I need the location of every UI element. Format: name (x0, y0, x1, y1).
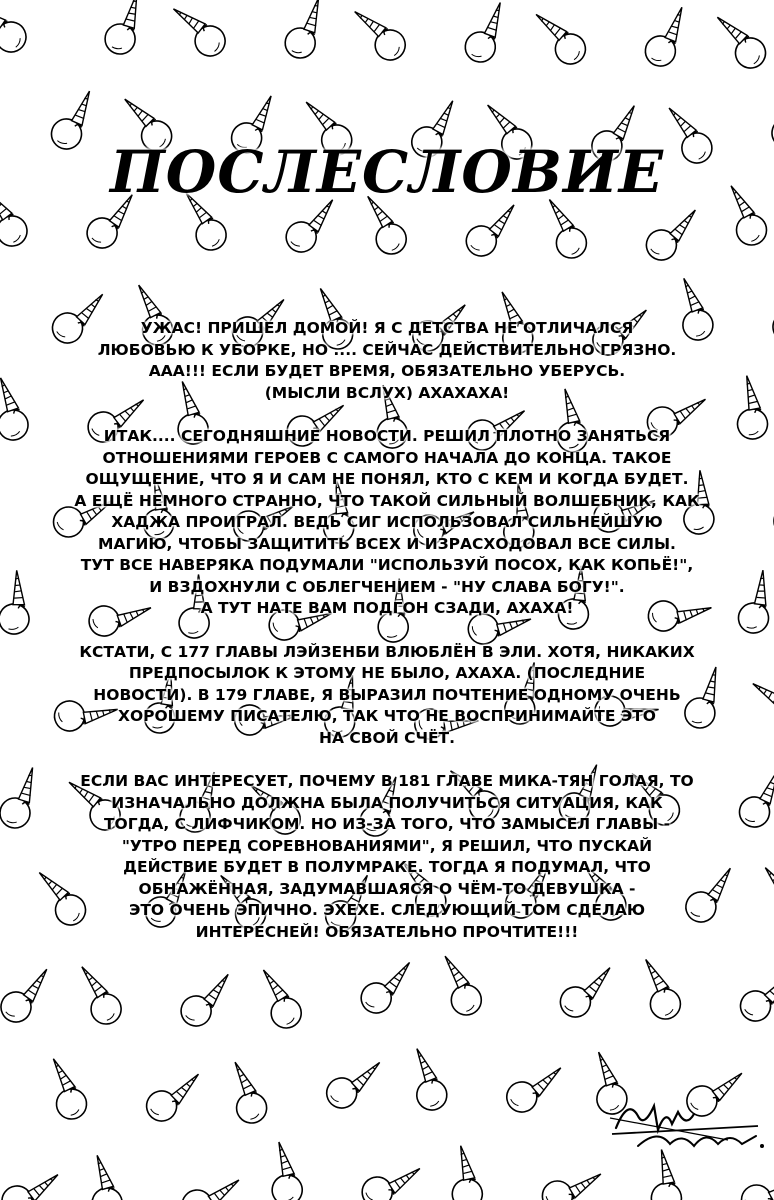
text-line: ОБНАЖЁННАЯ, ЗАДУМАВШАЯСЯ О ЧЁМ-ТО ДЕВУШКА - (138, 879, 636, 898)
ice-cream-cone-icon (528, 200, 593, 265)
text-line: ТОГДА, С ЛИФЧИКОМ. НО ИЗ-ЗА ТОГО, ЧТО ЗАМЫСЕЛ ГЛАВЫ - (103, 815, 671, 833)
ice-cream-cone-icon (177, 963, 229, 1031)
afterword-title: ПОСЛЕСЛОВИЕ (110, 138, 664, 206)
ice-cream-cone-icon (0, 570, 34, 637)
text-line: ИНТЕРЕСНЕЙ! ОБЯЗАТЕЛЬНО ПРОЧТИТЕ!!! (195, 922, 579, 941)
ice-cream-cone-icon (737, 764, 774, 829)
author-signature (608, 1088, 768, 1158)
ice-cream-cone-icon (71, 1155, 129, 1200)
ice-cream-cone-icon (768, 481, 774, 542)
ice-cream-cone-icon (105, 0, 137, 54)
ice-cream-cone-icon (767, 281, 774, 349)
paragraph-chapter-181 (70, 771, 704, 943)
ice-cream-cone-icon (162, 9, 230, 61)
text-line: ИТАК.... СЕГОДНЯШНИЕ НОВОСТИ. РЕШИЛ ПЛОТНО ЗАНЯТЬСЯ (103, 427, 671, 445)
text-line: НОВОСТИ). В 179 ГЛАВЕ, Я ВЫРАЗИЛ ПОЧТЕНИЕ ОДНОМУ ОЧЕНЬ (93, 685, 681, 704)
text-line: (МЫСЛИ ВСЛУХ) АХАХАХА! (264, 383, 510, 402)
text-line: НА СВОЙ СЧЁТ. (318, 728, 456, 747)
ice-cream-cone-icon (252, 1142, 309, 1200)
ice-cream-cone-icon (719, 376, 774, 444)
text-line: ХАДЖА ПРОИГРАЛ. ВЕДЬ СИГ ИСПОЛЬЗОВАЛ СИЛЬНЕЙШУЮ (111, 513, 663, 531)
ice-cream-cone-icon (62, 967, 128, 1030)
ice-cream-cone-icon (641, 197, 695, 265)
text-line: ААА!!! ЕСЛИ БУДЕТ ВРЕМЯ, ОБЯЗАТЕЛЬНО УБЕРУСЬ. (148, 362, 626, 380)
ice-cream-cone-icon (30, 1059, 93, 1125)
text-line: МАГИЮ, ЧТОБЫ ЗАЩИТИТЬ ВСЕХ И ИЗРАСХОДОВАЛ ВСЕ СИЛЫ. (98, 534, 676, 553)
ice-cream-cone-icon (0, 959, 47, 1027)
ice-cream-cone-icon (522, 14, 590, 69)
text-line: ЭТО ОЧЕНЬ ЭПИЧНО. ЭХЕХЕ. СЛЕДУЮЩИЙ ТОМ СДЕЛАЮ (128, 901, 646, 919)
ice-cream-cone-icon (644, 4, 682, 68)
ice-cream-cone-icon (342, 12, 410, 65)
text-line: КСТАТИ, С 177 ГЛАВЫ ЛЭЙЗЕНБИ ВЛЮБЛЁН В ЭЛИ. ХОТЯ, НИКАКИХ (79, 642, 695, 661)
ice-cream-cone-icon (423, 956, 488, 1021)
ice-cream-cone-icon (211, 1062, 273, 1129)
ice-cream-cone-icon (242, 970, 308, 1034)
ice-cream-cone-icon (464, 0, 500, 63)
ice-cream-cone-icon (0, 1156, 58, 1200)
paragraph-news (70, 426, 704, 620)
text-line: "УТРО ПЕРЕД СОРЕВНОВАНИЯМИ", Я РЕШИЛ, ЧТО ПУСКАЙ (121, 836, 653, 855)
text-line: А ТУТ НАТЕ ВАМ ПОДГОН СЗАДИ, АХАХА! (200, 599, 574, 617)
paragraph-cleaning (70, 318, 704, 404)
ice-cream-cone-icon (703, 17, 771, 73)
text-line: ТУТ ВСЕ НАВЕРЯКА ПОДУМАЛИ "ИСПОЛЬЗУЙ ПОСОХ, КАК КОПЬЁ!", (80, 556, 694, 574)
text-line: ЛЮБОВЬЮ К УБОРКЕ, НО .... СЕЙЧАС ДЕЙСТВИТЕЛЬНО ГРЯЗНО. (97, 340, 677, 359)
text-line: ХОРОШЕМУ ПИСАТЕЛЮ, ТАК ЧТО НЕ ВОСПРИНИМАЙТЕ ЭТО (118, 707, 656, 725)
ice-cream-cone-icon (746, 868, 774, 930)
ice-cream-cone-icon (284, 0, 318, 59)
text-line: ОТНОШЕНИЯМИ ГЕРОЕВ С САМОГО НАЧАЛА ДО КОНЦА. ТАКОЕ (102, 448, 672, 467)
ice-cream-cone-icon (742, 684, 774, 735)
ice-cream-cone-icon (735, 958, 774, 1026)
ice-cream-cone-icon (536, 1152, 601, 1200)
ice-cream-cone-icon (735, 1157, 774, 1200)
text-line: ИЗНАЧАЛЬНО ДОЛЖНА БЫЛА ПОЛУЧИТЬСЯ СИТУАЦИЯ, КАК (111, 793, 663, 812)
text-line: ЕСЛИ ВАС ИНТЕРЕСУЕТ, ПОЧЕМУ В 181 ГЛАВЕ МИКА-ТЯН ГОЛАЯ, ТО (80, 772, 694, 790)
ice-cream-cone-icon (732, 570, 771, 635)
text-line: УЖАС! ПРИШЕЛ ДОМОЙ! Я С ДЕТСТВА НЕ ОТЛИЧАЛСЯ (140, 319, 634, 337)
paragraph-chapter-177 (70, 642, 704, 750)
text-line: И ВЗДОХНУЛИ С ОБЛЕГЧЕНИЕМ - "НУ СЛАВА БОГУ!". (149, 577, 625, 596)
ice-cream-cone-icon (433, 1146, 488, 1200)
text-line: ДЕЙСТВИЕ БУДЕТ В ПОЛУМРАКЕ. ТОГДА Я ПОДУМАЛ, ЧТО (123, 858, 651, 876)
text-line: ОЩУЩЕНИЕ, ЧТО Я И САМ НЕ ПОНЯЛ, КТО С КЕМ И КОГДА БУДЕТ. (85, 470, 689, 488)
ice-cream-cone-icon (392, 1049, 453, 1116)
ice-cream-cone-icon (623, 959, 687, 1025)
text-line: А ЕЩЁ НЕМНОГО СТРАННО, ЧТО ТАКОЙ СИЛЬНЫЙ ВОЛШЕБНИК, КАК (74, 491, 700, 510)
ice-cream-cone-icon (356, 1148, 420, 1200)
ice-cream-cone-icon (176, 1160, 239, 1200)
afterword-body (70, 318, 704, 965)
ice-cream-cone-icon (0, 378, 35, 446)
ice-cream-cone-icon (0, 767, 33, 829)
ice-cream-cone-icon (501, 1050, 561, 1118)
ice-cream-cone-icon (141, 1059, 198, 1127)
text-line: ПРЕДПОСЫЛОК К ЭТОМУ НЕ БЫЛО, АХАХА. (ПОСЛЕДНИЕ (128, 664, 646, 682)
ice-cream-cone-icon (321, 1046, 380, 1114)
ice-cream-cone-icon (0, 6, 31, 56)
